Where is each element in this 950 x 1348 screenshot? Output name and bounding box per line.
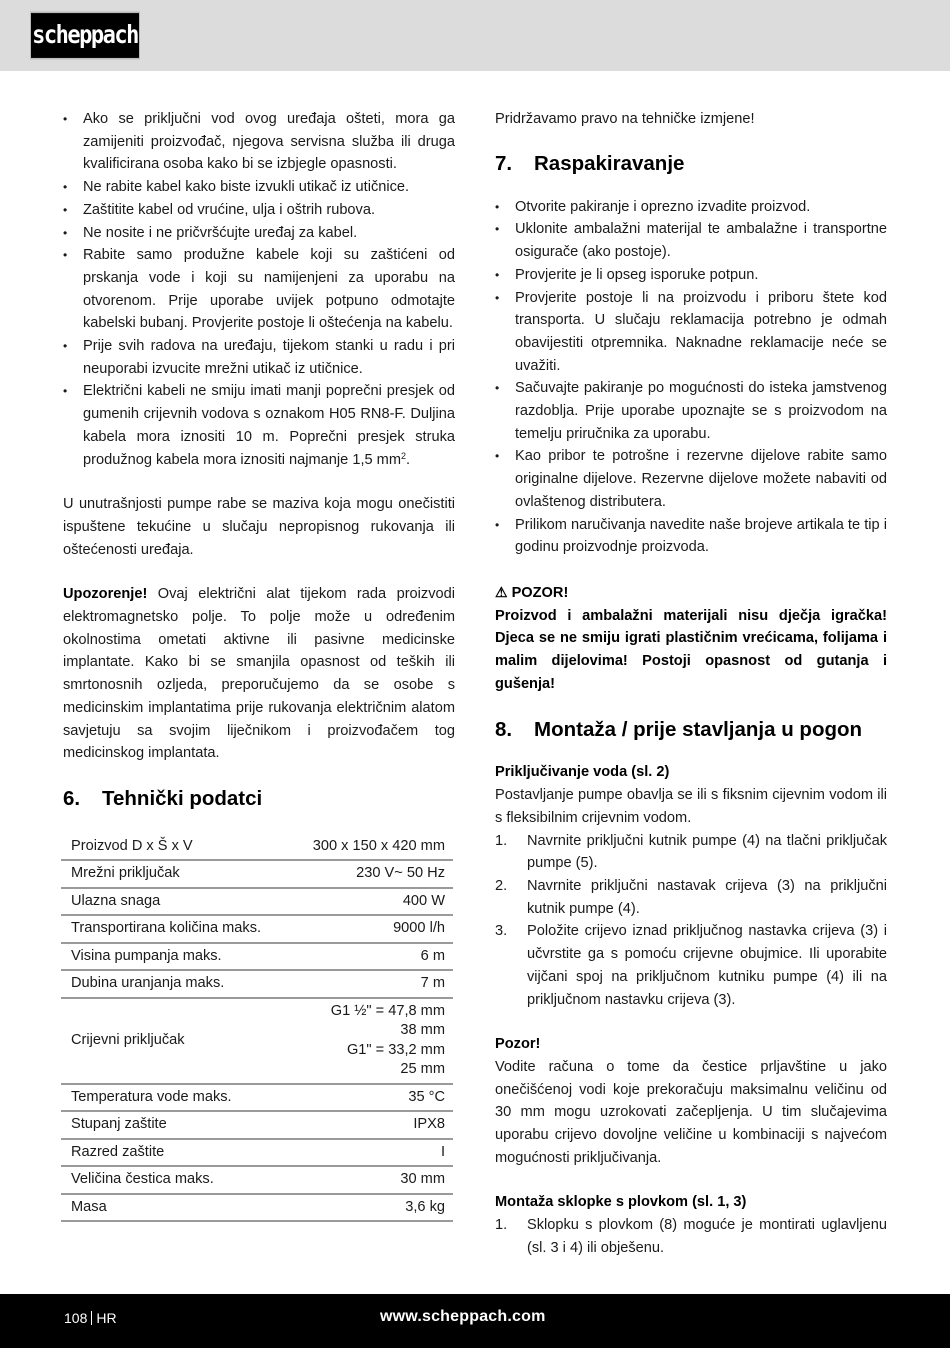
spec-value-line: G1 ½" = 47,8 mm [330, 1002, 445, 1019]
spec-value-line: G1" = 33,2 mm [346, 1041, 445, 1058]
scheppach-logo: scheppach [30, 12, 140, 59]
step-item [495, 875, 887, 920]
spec-value-multi [289, 998, 453, 1084]
step-text: Navrnite priključni kutnik pumpe (4) na tlačni priključak pumpe (5). [527, 832, 887, 872]
step-text: Navrnite priključni nastavak crijeva (3) na priključni kutnik pumpe (4). [527, 877, 887, 917]
caution-text: Proizvod i ambalažni materijali nisu dječja igračka! Djeca se ne smiju igrati plastičnim vrećicama, folijama i malim dijelovima! Postoji opasnost od gutanja i gušenja! [495, 607, 887, 692]
step-item [495, 920, 887, 1011]
list-item-text: Električni kabeli ne smiju imati manji poprečni presjek od gumenih crijevnih vodova s oznakom H05 RN8-F. Duljina kabela mora iznositi 10 m. Poprečni presjek struka produžnog kabela mora iznositi najmanje 1,5 mm [83, 383, 455, 468]
list-item: • Zaštitite kabel od vrućine, ulja i oštrih rubova. [63, 199, 455, 222]
water-connection-steps [495, 830, 887, 1012]
spec-value: 7 m [289, 970, 453, 998]
table-row [61, 1139, 453, 1167]
website-link[interactable]: www.scheppach.com [380, 1308, 546, 1325]
list-item: • Uklonite ambalažni materijal te ambalažne i transportne osigurače (ako postoje). [495, 218, 887, 263]
section-number: 8. [495, 718, 513, 742]
left-column [63, 108, 455, 1222]
list-item [63, 380, 455, 471]
table-row [61, 915, 453, 943]
table-row [61, 1084, 453, 1112]
spec-value: 9000 l/h [289, 915, 453, 943]
spec-value: IPX8 [289, 1111, 453, 1139]
spec-label: Stupanj zaštite [61, 1111, 289, 1139]
superscript: 2 [400, 450, 406, 461]
spec-value: 300 x 150 x 420 mm [289, 834, 453, 861]
subheading-water-connection: Priključivanje voda (sl. 2) [495, 764, 670, 781]
spec-label: Crijevni priključak [61, 998, 289, 1084]
warning-label: Upozorenje! [63, 586, 148, 603]
subheading-float-switch: Montaža sklopke s plovkom (sl. 1, 3) [495, 1194, 747, 1211]
spec-label: Ulazna snaga [61, 888, 289, 916]
list-item: • Ne nosite i ne pričvršćujte uređaj za kabel. [63, 222, 455, 245]
spec-value: I [289, 1139, 453, 1167]
subheading-attention: Pozor! [495, 1036, 541, 1053]
list-item: • Kao pribor te potrošne i rezervne dijelove rabite samo originalne dijelove. Rezervne dijelove možete nabaviti od ovlaštenog distributera. [495, 445, 887, 513]
float-switch-steps [495, 1214, 887, 1259]
divider [91, 1311, 92, 1325]
spec-label: Visina pumpanja maks. [61, 943, 289, 971]
list-item: • Ako se priključni vod ovog uređaja ošteti, mora ga zamijeniti proizvođač, njegova servisna služba ili druga kvalificirana osoba kako bi se izbjegle opasnosti. [63, 108, 455, 176]
spec-value: 6 m [289, 943, 453, 971]
section-title: Montaža / prije stavljanja u pogon [534, 718, 863, 742]
header-bar [0, 0, 950, 71]
section-number: 6. [63, 786, 81, 810]
section-title: Tehnički podatci [102, 786, 263, 810]
page-number: 108 [64, 1310, 88, 1326]
table-row [61, 888, 453, 916]
step-number: 1. [495, 832, 508, 849]
spec-label: Mrežni priključak [61, 860, 289, 888]
punctuation: . [406, 451, 411, 468]
section-heading-technical-data [63, 785, 455, 813]
spec-value: 230 V~ 50 Hz [289, 860, 453, 888]
spec-label: Veličina čestica maks. [61, 1166, 289, 1194]
table-row [61, 1194, 453, 1222]
table-row [61, 970, 453, 998]
list-item: • Provjerite je li opseg isporuke potpun. [495, 264, 887, 287]
step-number: 1. [495, 1217, 508, 1234]
spec-value: 35 °C [289, 1084, 453, 1112]
step-number: 2. [495, 877, 508, 894]
spec-label: Masa [61, 1194, 289, 1222]
section-heading-unpacking [495, 150, 887, 178]
section-heading-assembly [495, 716, 887, 744]
table-row [61, 1166, 453, 1194]
unpacking-bullet-list [495, 196, 887, 559]
footer-bar [0, 1294, 950, 1348]
list-item: • Prilikom naručivanja navedite naše brojeve artikala te tip i godinu proizvodnje proizvoda. [495, 514, 887, 559]
section-number: 7. [495, 151, 513, 175]
step-text: Položite crijevo iznad priključnog nastavka crijeva (3) i učvrstite ga s pomoću crijevne obujmice. Ili uporabite vijčani spoj na priključnom kutniku pumpe (4) ili na priključnom nastavku crijeva (3). [527, 923, 887, 1008]
spec-value-line: 38 mm [400, 1022, 445, 1039]
table-row [61, 834, 453, 861]
list-item: • Rabite samo produžne kabele koji su zaštićeni od prskanja vode i koji su namijenjeni za uporabu na otvorenom. Prije uporabe uvijek potpuno odmotajte kabelski bubanj. Provjerite postoje li oštećenja na kabelu. [63, 244, 455, 335]
right-column [495, 108, 887, 1260]
language-code: HR [96, 1310, 117, 1326]
warning-text: Ovaj električni alat tijekom rada proizvodi elektromagnetsko polje. To polje može u određenim okolnostima ometati aktivne ili pasivne medicinske implantate. Kako bi se smanjila opasnost od teških ili smrtonosnih ozljeda, preporučujemo da se osobe s medicinskim implantatima prije rukovanja električnim alatom savjetuju sa svojim liječnikom i proizvođačem tog medicinskog implantata. [63, 586, 455, 762]
rights-note: Pridržavamo pravo na tehničke izmjene! [495, 111, 755, 127]
page-indicator [64, 1310, 117, 1326]
water-connection-intro: Postavljanje pumpe obavlja se ili s fiksnim cijevnim vodom ili s fleksibilnim crijevnim vodom. [495, 787, 887, 826]
table-row [61, 860, 453, 888]
spec-value-line: 25 mm [400, 1061, 445, 1078]
spec-label: Transportirana količina maks. [61, 915, 289, 943]
spec-value: 30 mm [289, 1166, 453, 1194]
step-number: 3. [495, 923, 508, 940]
list-item: • Ne rabite kabel kako biste izvukli utikač iz utičnice. [63, 176, 455, 199]
caution-block [495, 581, 887, 696]
section-title: Raspakiravanje [534, 151, 685, 175]
list-item: • Provjerite postoje li na proizvodu i priboru štete kod transporta. U slučaju reklamacija potrebno je odmah obavijestiti otpremnika. Naknadne reklamacije neće se uvažiti. [495, 287, 887, 378]
caution-heading [495, 581, 887, 605]
table-row [61, 943, 453, 971]
caution-title: POZOR! [511, 584, 569, 601]
spec-value: 3,6 kg [289, 1194, 453, 1222]
spec-table [61, 834, 453, 1223]
list-item: • Prije svih radova na uređaju, tijekom stanki u radu i pri neuporabi izvucite mrežni utikač iz utičnice. [63, 335, 455, 380]
list-item: • Sačuvajte pakiranje po mogućnosti do isteka jamstvenog razdoblja. Prije uporabe upoznajte se s proizvodom na temelju priručnika za uporabu. [495, 377, 887, 445]
table-row [61, 998, 453, 1084]
list-item: • Otvorite pakiranje i oprezno izvadite proizvod. [495, 196, 887, 219]
safety-bullet-list [63, 108, 455, 471]
warning-triangle-icon: ⚠ [495, 583, 508, 600]
attention-text: Vodite računa o tome da čestice prljavštine u jako onečišćenoj vodi koje prekoračuju maksimalnu veličinu od 30 mm mogu uzrokovati začepljenja. U tim slučajevima uporabu crijevo dovoljne veličine u kombinaciji s najvećom mogućnosti priključivanja. [495, 1058, 887, 1166]
table-row [61, 1111, 453, 1139]
spec-value: 400 W [289, 888, 453, 916]
emf-warning-paragraph [63, 583, 455, 765]
step-item [495, 1214, 887, 1259]
spec-label: Temperatura vode maks. [61, 1084, 289, 1112]
step-item [495, 830, 887, 875]
lubricant-paragraph: U unutrašnjosti pumpe rabe se maziva koja mogu onečistiti ispuštene tekućine u slučaju nepropisnog rukovanja ili oštećenosti uređaja. [63, 496, 455, 558]
spec-label: Dubina uranjanja maks. [61, 970, 289, 998]
spec-label: Proizvod D x Š x V [61, 834, 289, 861]
step-text: Sklopku s plovkom (8) moguće je montirati uglavljenu (sl. 3 i 4) ili obješenu. [527, 1217, 887, 1256]
spec-label: Razred zaštite [61, 1139, 289, 1167]
